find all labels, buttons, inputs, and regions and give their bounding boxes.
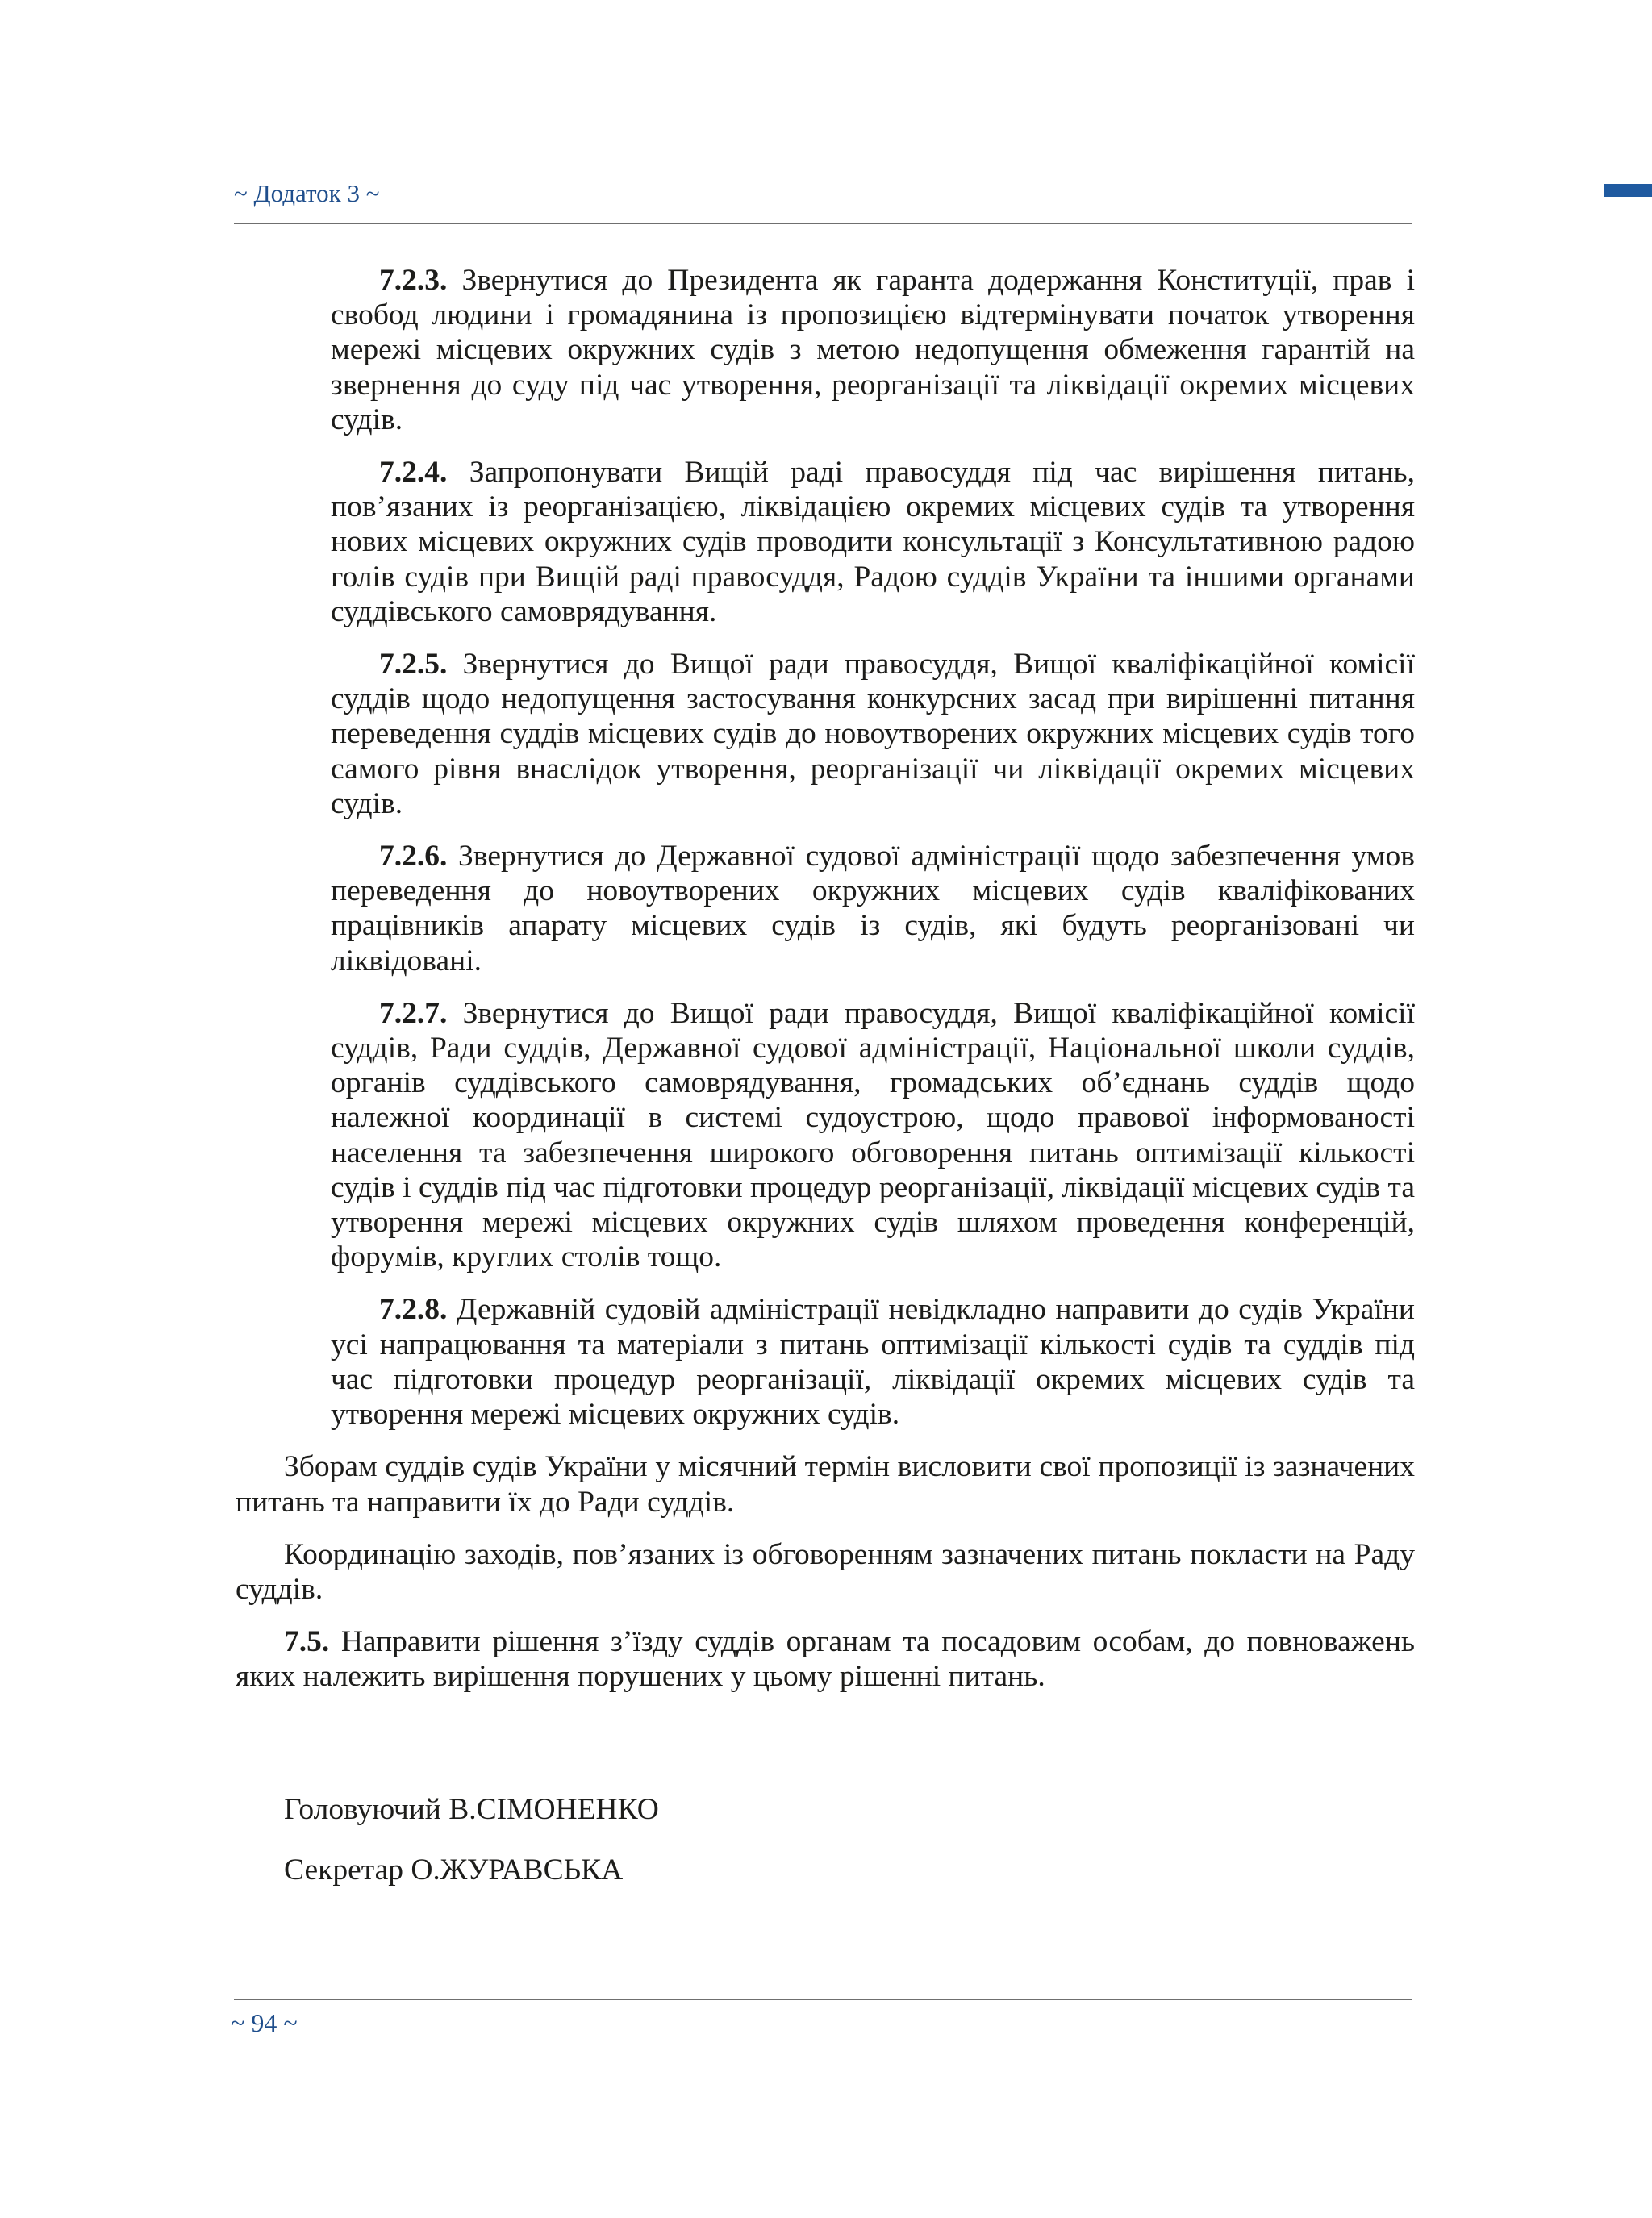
paragraph-text: Звернутися до Державної судової адміністрації щодо забезпечення умов переведення до новоутворених окружних місцевих судів кваліфікованих працівників апарату місцевих судів із судів, які будуть реорганізовані чи ліквідовані.	[331, 840, 1415, 978]
paragraph-number: 7.2.6.	[379, 840, 448, 873]
paragraph-text: Запропонувати Вищій раді правосуддя під час вирішення питань, пов’язаних із реорганізацією, ліквідацією окремих місцевих судів та утворення нових місцевих окружних судів проводити консультації з Консультативною радою голів судів при Вищій раді правосуддя, Радою суддів України та іншими органами суддівського самоврядування.	[331, 456, 1415, 628]
paragraph-7-2-5	[331, 647, 1415, 821]
paragraph-7-2-6	[331, 839, 1415, 978]
paragraph-text: Звернутися до Вищої ради правосуддя, Вищої кваліфікаційної комісії суддів, Ради суддів, Державної судової адміністрації, Національної школи суддів, органів суддівського самоврядування, громадських об’єднань суддів щодо належної координації в системі судоустрою, щодо правової інформованості населення та забезпечення широкого обговорення питань оптимізації кількості судів і суддів під час підготовки процедур реорганізації, ліквідації місцевих судів та утворення мережі місцевих окружних судів шляхом проведення конференцій, форумів, круглих столів тощо.	[331, 996, 1415, 1274]
paragraph-number: 7.2.7.	[379, 996, 448, 1030]
paragraph-text: Звернутися до Президента як гаранта додержання Конституції, прав і свобод людини і громадянина із пропозицією відтермінувати початок утворення мережі місцевих окружних судів з метою недопущення обмеження гарантій на звернення до суду під час утворення, реорганізації та ліквідації окремих місцевих судів.	[331, 264, 1415, 436]
paragraph-number: 7.2.5.	[379, 648, 448, 682]
paragraph-7-2-7	[331, 996, 1415, 1275]
section-edge-tab	[1604, 184, 1652, 197]
paragraph-7-2-3	[331, 263, 1415, 437]
footer-divider	[234, 1999, 1412, 2000]
paragraph-7-2-8	[331, 1292, 1415, 1432]
paragraph-text: Державній судовій адміністрації невідкладно направити до судів України усі напрацювання та матеріали з питань оптимізації кількості судів та суддів під час підготовки процедур реорганізації, ліквідації окремих місцевих судів та утворення мережі місцевих окружних судів.	[331, 1293, 1415, 1432]
page-number: ~ 94 ~	[231, 2008, 298, 2037]
signature-secretary: Секретар О.ЖУРАВСЬКА	[284, 1853, 624, 1887]
paragraph-number: 7.2.4.	[379, 456, 448, 490]
paragraph-number: 7.2.3.	[379, 264, 448, 297]
paragraph-number: 7.2.8.	[379, 1293, 448, 1327]
paragraph-7-2-4	[331, 455, 1415, 629]
document-body	[236, 263, 1415, 1712]
paragraph-7-5	[236, 1624, 1415, 1694]
signature-chairman: Головуючий В.СІМОНЕНКО	[284, 1793, 659, 1826]
paragraph-meetings-proposals: Зборам суддів судів України у місячний термін висловити свої пропозиції із зазначених питань та направити їх до Ради суддів.	[236, 1450, 1415, 1519]
running-header: ~ Додаток 3 ~	[234, 179, 380, 207]
paragraph-text: Звернутися до Вищої ради правосуддя, Вищої кваліфікаційної комісії суддів щодо недопущення застосування конкурсних засад при вирішенні питання переведення суддів місцевих судів до новоутворених окружних місцевих судів того самого рівня внаслідок утворення, реорганізації чи ліквідації окремих місцевих судів.	[331, 648, 1415, 820]
paragraph-coordination: Координацію заходів, пов’язаних із обговоренням зазначених питань покласти на Раду суддів.	[236, 1537, 1415, 1606]
paragraph-text: Направити рішення з’їзду суддів органам та посадовим особам, до повноважень яких належить вирішення порушених у цьому рішенні питань.	[236, 1625, 1415, 1694]
signatures-block	[284, 1792, 659, 1913]
header-divider	[234, 223, 1412, 224]
paragraph-number: 7.5.	[284, 1625, 330, 1659]
